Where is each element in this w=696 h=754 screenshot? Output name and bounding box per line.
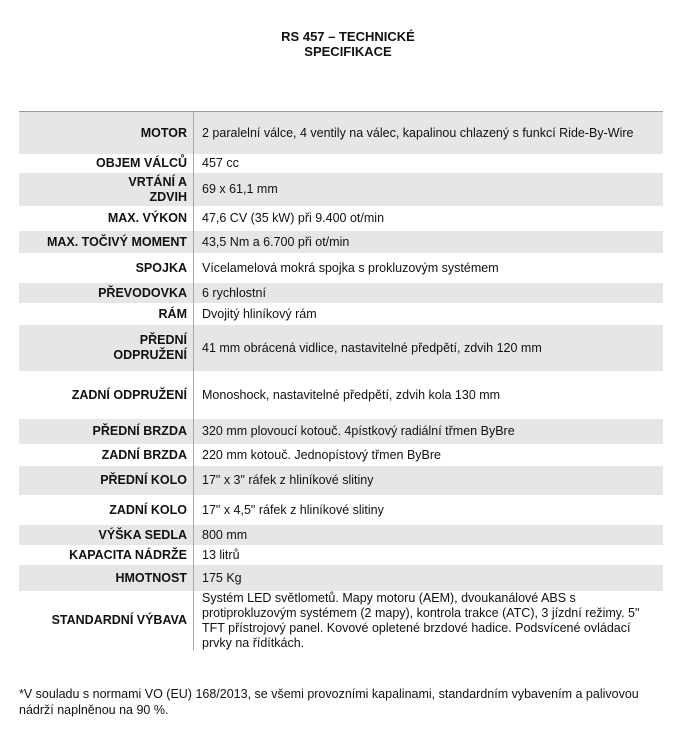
spec-row-motor xyxy=(19,112,663,154)
spec-label: MAX. TOČIVÝ MOMENT xyxy=(46,234,187,249)
spec-row-spojka xyxy=(19,253,663,283)
spec-row-moment xyxy=(19,231,663,253)
spec-value: 175 Kg xyxy=(193,565,663,591)
title-line-1: RS 457 – TECHNICKÉ xyxy=(281,29,415,44)
spec-label: ZADNÍ KOLO xyxy=(109,502,187,517)
spec-label: RÁM xyxy=(158,306,187,321)
spec-value: 43,5 Nm a 6.700 při ot/min xyxy=(193,231,663,253)
spec-row-ram xyxy=(19,303,663,325)
spec-label: MOTOR xyxy=(140,125,187,140)
spec-label: ZADNÍ BRZDA xyxy=(101,447,187,462)
spec-label: KAPACITA NÁDRŽE xyxy=(69,547,187,562)
spec-row-vybava xyxy=(19,591,663,650)
spec-value: 800 mm xyxy=(193,525,663,545)
spec-label: PŘEDNÍ BRZDA xyxy=(92,424,187,438)
spec-label: OBJEM VÁLCŮ xyxy=(96,156,187,170)
spec-row-hmotnost xyxy=(19,565,663,591)
spec-value: 2 paralelní válce, 4 ventily na válec, kapalinou chlazený s funkcí Ride-By-Wire xyxy=(193,112,663,154)
spec-value: 17" x 3" ráfek z hliníkové slitiny xyxy=(193,466,663,495)
spec-row-predni-kolo xyxy=(19,466,663,495)
spec-value: Monoshock, nastavitelné předpětí, zdvih kola 130 mm xyxy=(193,371,663,419)
spec-value: Systém LED světlometů. Mapy motoru (AEM), dvoukanálové ABS s protiprokluzovým systémem (2 mapy), kontrola trakce (ATC), 3 jízdní režimy. 5" TFT přístrojový panel. Kovové opletené brzdové hadice. Podsvícené ovládací prvky na řídítkách. xyxy=(193,591,663,650)
spec-row-vrtani xyxy=(19,173,663,206)
spec-row-predni-brzda xyxy=(19,419,663,444)
spec-value: 6 rychlostní xyxy=(193,283,663,303)
spec-label: PŘEVODOVKA xyxy=(98,285,187,300)
spec-value: 47,6 CV (35 kW) při 9.400 ot/min xyxy=(193,206,663,231)
spec-row-zadni-brzda xyxy=(19,444,663,466)
spec-label: PŘEDNÍ ODPRUŽENÍ xyxy=(113,333,187,362)
spec-value: 69 x 61,1 mm xyxy=(193,173,663,206)
spec-label: SPOJKA xyxy=(135,260,187,275)
spec-label: MAX. VÝKON xyxy=(107,211,187,225)
spec-row-vyska-sedla xyxy=(19,525,663,545)
spec-label: HMOTNOST xyxy=(115,570,187,585)
footnote: *V souladu s normami VO (EU) 168/2013, se všemi provozními kapalinami, standardním vybavením a palivovou nádrží naplněnou na 90 %. xyxy=(19,687,639,717)
spec-row-vykon xyxy=(19,206,663,231)
spec-label: STANDARDNÍ VÝBAVA xyxy=(51,613,187,627)
spec-row-zadni-kolo xyxy=(19,495,663,525)
spec-value: 220 mm kotouč. Jednopístový třmen ByBre xyxy=(193,444,663,466)
spec-value: 457 cc xyxy=(193,154,663,173)
spec-value: 17" x 4,5" ráfek z hliníkové slitiny xyxy=(193,495,663,525)
spec-value: 41 mm obrácená vidlice, nastavitelné předpětí, zdvih 120 mm xyxy=(193,325,663,371)
spec-row-zadni-odpruzeni xyxy=(19,371,663,419)
spec-value: Dvojitý hliníkový rám xyxy=(193,303,663,325)
spec-table xyxy=(19,111,663,650)
spec-value: 320 mm plovoucí kotouč. 4pístkový radiální třmen ByBre xyxy=(193,419,663,444)
spec-label: ZADNÍ ODPRUŽENÍ xyxy=(71,387,187,402)
spec-label: PŘEDNÍ KOLO xyxy=(100,473,187,487)
spec-value: 13 litrů xyxy=(193,545,663,565)
spec-label: VÝŠKA SEDLA xyxy=(98,527,187,542)
page-title xyxy=(0,29,696,59)
title-line-2: SPECIFIKACE xyxy=(304,44,392,59)
spec-label: VRTÁNÍ A ZDVIH xyxy=(128,174,187,204)
spec-value: Vícelamelová mokrá spojka s prokluzovým systémem xyxy=(193,253,663,283)
spec-row-objem xyxy=(19,154,663,173)
spec-row-kapacita xyxy=(19,545,663,565)
spec-row-prevodovka xyxy=(19,283,663,303)
spec-row-predni-odpruzeni xyxy=(19,325,663,371)
